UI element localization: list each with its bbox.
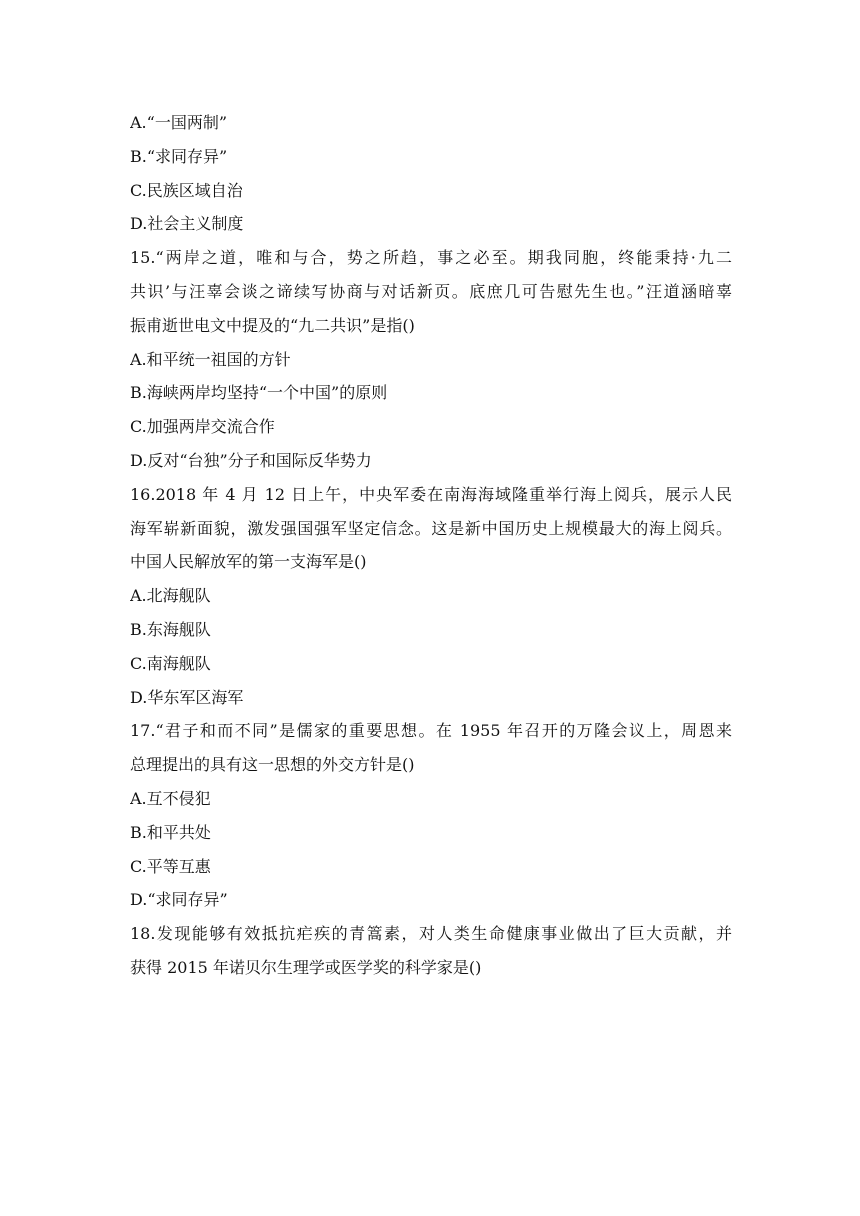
option-a: A.“一国两制” [130, 113, 228, 132]
option-c: C.加强两岸交流合作 [130, 417, 275, 437]
question-17 [130, 714, 732, 917]
question-stem-line: 振甫逝世电文中提及的“九二共识”是指() [130, 315, 415, 335]
question-stem-line: 海军崭新面貌，激发强国强军坚定信念。这是新中国历史上规模最大的海上阅兵。 [130, 518, 732, 538]
option-d: D.华东军区海军 [130, 687, 244, 707]
option-a: A.北海舰队 [130, 586, 211, 606]
option-b: B.和平共处 [130, 822, 211, 842]
option-b: B.海峡两岸均坚持“一个中国”的原则 [130, 383, 388, 403]
question-stem-line: 获得 2015 年诺贝尔生理学或医学奖的科学家是() [130, 957, 482, 977]
question-14-options [130, 106, 732, 241]
question-stem-line: 总理提出的具有这一思想的外交方针是() [130, 755, 415, 775]
option-c: C.平等互惠 [130, 856, 211, 876]
option-d: D.社会主义制度 [130, 214, 244, 234]
question-stem-line: 17.“君子和而不同”是儒家的重要思想。在 1955 年召开的万隆会议上，周恩来 [130, 721, 732, 741]
question-stem-line: 16.2018 年 4 月 12 日上午，中央军委在南海海域隆重举行海上阅兵，展示人民 [130, 484, 732, 504]
question-stem-line: 共识’与汪辜会谈之谛续写协商与对话新页。底庶几可告慰先生也。”汪道涵暗辜 [130, 281, 732, 301]
question-stem-line: 15.“两岸之道，唯和与合，势之所趋，事之必至。期我同胞，终能秉持·九二 [130, 248, 732, 268]
option-d: D.反对“台独”分子和国际反华势力 [130, 450, 372, 470]
option-a: A.互不侵犯 [130, 788, 211, 808]
question-15 [130, 241, 732, 478]
option-b: B.东海舰队 [130, 619, 211, 639]
option-c: C.民族区域自治 [130, 180, 243, 200]
question-stem-line: 中国人民解放军的第一支海军是() [130, 552, 367, 572]
option-a: A.和平统一祖国的方针 [130, 349, 291, 369]
option-d: D.“求同存异” [130, 890, 228, 910]
exam-questions [130, 106, 732, 985]
question-stem-line: 18.发现能够有效抵抗疟疾的青篙素，对人类生命健康事业做出了巨大贡献，并 [130, 924, 732, 944]
option-c: C.南海舰队 [130, 653, 211, 673]
question-18 [130, 917, 732, 985]
option-b: B.“求同存异” [130, 146, 228, 166]
question-16 [130, 478, 732, 715]
